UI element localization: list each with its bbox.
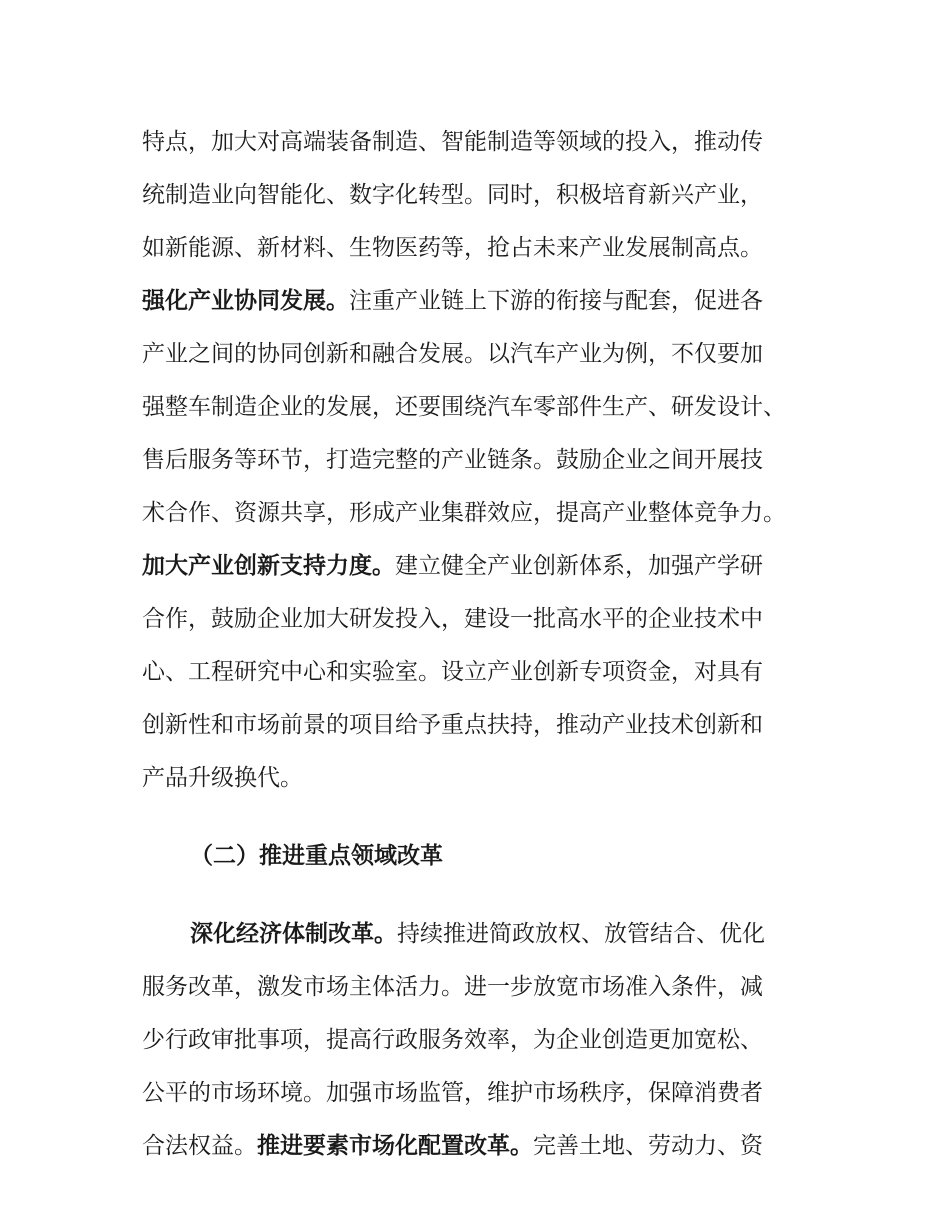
paragraph-line [142, 122, 822, 162]
text-segment: 售后服务等环节，打造完整的产业链条。鼓励企业之间开展技 [142, 447, 763, 473]
paragraph-line [142, 758, 822, 798]
text-segment: 建立健全产业创新体系，加强产学研 [395, 553, 763, 579]
text-segment: 如新能源、新材料、生物医药等，抢占未来产业发展制高点。 [142, 235, 763, 261]
paragraph-line [142, 493, 822, 533]
text-segment: 术合作、资源共享，形成产业集群效应，提高产业整体竞争力。 [142, 500, 786, 526]
paragraph-line [142, 440, 822, 480]
text-segment: 产品升级换代。 [142, 765, 303, 791]
bold-lead-phrase: 强化产业协同发展。 [142, 288, 349, 314]
text-segment: 完善土地、劳动力、资 [533, 1133, 763, 1159]
text-segment: 服务改革，激发市场主体活力。进一步放宽市场准入条件，减 [142, 974, 763, 1000]
text-segment: 合法权益。 [142, 1133, 257, 1159]
text-segment: 创新性和市场前景的项目给予重点扶持，推动产业技术创新和 [142, 712, 763, 738]
bold-lead-phrase: 加大产业创新支持力度。 [142, 553, 395, 579]
paragraph-line [142, 599, 822, 639]
paragraph-line [142, 967, 822, 1007]
bold-lead-phrase: 推进要素市场化配置改革。 [257, 1133, 533, 1159]
bold-lead-phrase: 深化经济体制改革。 [190, 921, 397, 947]
paragraph-line [142, 705, 822, 745]
paragraph-line [142, 546, 822, 586]
paragraph-line [142, 228, 822, 268]
paragraph-line [142, 1073, 822, 1113]
text-segment: 注重产业链上下游的衔接与配套，促进各 [349, 288, 763, 314]
text-segment: 统制造业向智能化、数字化转型。同时，积极培育新兴产业， [142, 182, 763, 208]
paragraph-line [142, 387, 822, 427]
section-heading-text: （二）推进重点领域改革 [190, 843, 443, 869]
paragraph-line [142, 652, 822, 692]
paragraph-line [142, 175, 822, 215]
section-heading [190, 836, 870, 876]
paragraph-line [142, 1126, 822, 1166]
text-segment: 持续推进简政放权、放管结合、优化 [397, 921, 765, 947]
paragraph-line [142, 334, 822, 374]
text-segment: 公平的市场环境。加强市场监管，维护市场秩序，保障消费者 [142, 1080, 763, 1106]
text-segment: 少行政审批事项，提高行政服务效率，为企业创造更加宽松、 [142, 1027, 763, 1053]
text-segment: 产业之间的协同创新和融合发展。以汽车产业为例，不仅要加 [142, 341, 763, 367]
paragraph-line [190, 914, 830, 954]
paragraph-line [142, 1020, 822, 1060]
text-segment: 特点，加大对高端装备制造、智能制造等领域的投入，推动传 [142, 129, 763, 155]
paragraph-line [142, 281, 822, 321]
text-segment: 心、工程研究中心和实验室。设立产业创新专项资金，对具有 [142, 659, 763, 685]
text-segment: 合作，鼓励企业加大研发投入，建设一批高水平的企业技术中 [142, 606, 763, 632]
text-segment: 强整车制造企业的发展，还要围绕汽车零部件生产、研发设计、 [142, 394, 786, 420]
